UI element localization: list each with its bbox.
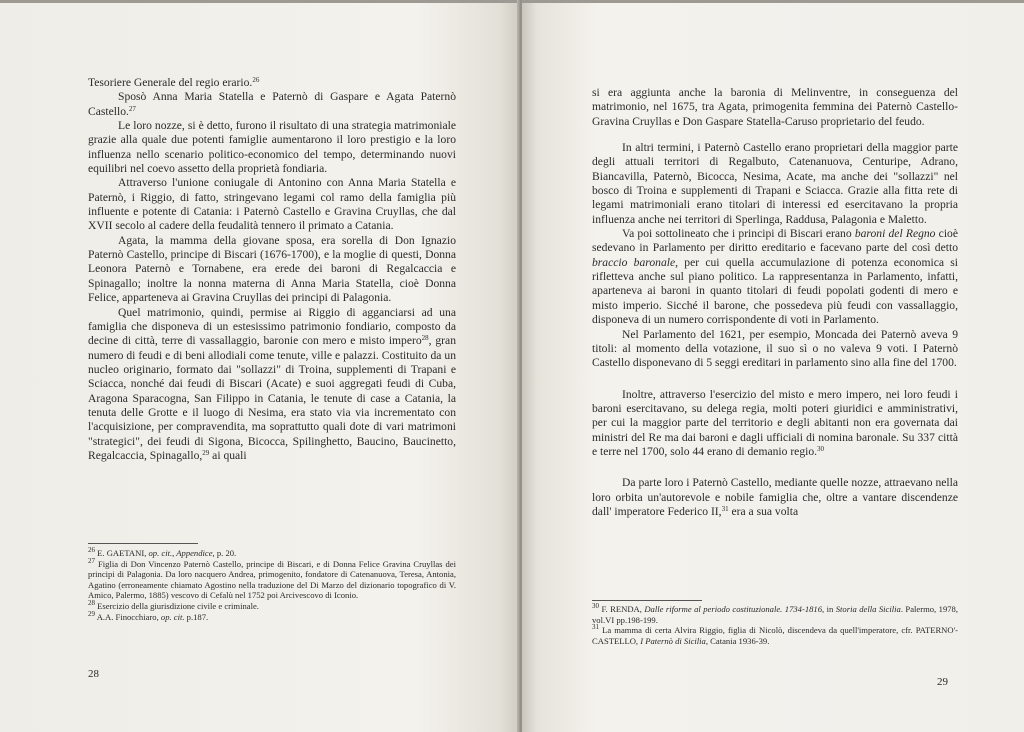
- footnote-ref: 31: [721, 504, 729, 513]
- page-number: 29: [937, 676, 948, 688]
- paragraph: Sposò Anna Maria Statella e Paternò di Gaspare e Agata Paternò Castello.$^{27}$: [88, 90, 456, 118]
- footnote-ref: 29: [202, 448, 210, 457]
- paragraph: si era aggiunta anche la baronia di Melinventre, in conseguenza del matrimonio, nel 1675, tra Agata, primogenita femmina dei Paternò Castello-Gravina Cruyllas e Don Gaspare Statella-Caruso proprietario del feudo.: [592, 86, 958, 128]
- footnote-rule: [592, 600, 702, 601]
- paragraph: Agata, la mamma della giovane sposa, era sorella di Don Ignazio Paternò Castello, principe di Biscari (1676-1700), e la moglie di questi, Donna Leonora Paternò e Tornabene, era erede dei baroni di Regalcaccia e Spinagallo; inoltre la nonna materna di Anna Maria Statella, cioè Donna Felice, apparteneva ai Gravina Cruyllas dei principi di Palagonia.: [88, 233, 456, 305]
- footnote: $^{30}$ F. RENDA, Dalle riforme al periodo costituzionale. 1734-1816, in Storia della Sicilia. Palermo, 1978, vol.VI pp.198-199.: [592, 602, 958, 625]
- paragraph: Le loro nozze, si è detto, furono il risultato di una strategia matrimoniale grazie alla quale due potenti famiglie aumentarono il loro prestigio e la loro influenza nello scenario politico-economico del tempo, determinando nuovi equilibri nel coevo assetto della proprietà fondiaria.: [88, 119, 456, 176]
- paragraph: Tesoriere Generale del regio erario.$^{26}$: [88, 76, 260, 89]
- footnote-ref: 30: [817, 444, 825, 453]
- footnote-ref: 26: [252, 76, 260, 84]
- right-footnotes: [592, 604, 958, 646]
- paragraph: Attraverso l'unione coniugale di Antonino con Anna Maria Statella e Paternò, i Riggio, di fatto, stringevano legami col ramo della famiglia più influente e potente di Catania: i Paternò Castello e Gravina Cruyllas, che dal XVII secolo al cadere della feudalità tennero il primato a Catania.: [88, 176, 456, 233]
- paragraph: Va poi sottolineato che i principi di Biscari erano baroni del Regno cioè sedevano in Parlamento per diritto ereditario e facevano parte del così detto braccio baronale, per cui quella accumulazione di potenza economica si rifletteva anche sul piano politico. La rappresentanza in Parlamento, infatti, aparteneva ai baroni in quanto titolari di feudi popolati godenti di mero e misto imperio. Sicché il barone, che possedeva più feudi con vassallaggio, disponeva di un numero corrispondente di voti in Parlamento.: [592, 227, 959, 327]
- footnote: $^{28}$ Esercizio della giurisdizione civile e criminale.: [88, 598, 259, 611]
- left-footnotes: [88, 548, 456, 622]
- footnote-ref: 28: [421, 334, 429, 343]
- paragraph: Nel Parlamento del 1621, per esempio, Moncada dei Paternò aveva 9 titoli: al momento della votazione, il suo sì o no valeva 9 voti. I Paternò Castello disponevano di 5 seggi ereditari in parlamento sino alla fine del 1700.: [592, 327, 958, 370]
- paragraph: In altri termini, i Paternò Castello erano proprietari della maggior parte degli attuali territori di Regalbuto, Catenanuova, Centuripe, Adrano, Biancavilla, Paternò, Bicocca, Nesima, Acate, ma anche dei "sollazzi" nel bosco di Troina e supplementi di Trapani e Sciacca. Grazie alla fitta rete di legami matrimoniali erano titolari di interessi ed esercitavano la propria influenza anche nei territori di Sperlinga, Raddusa, Palagonia e Maletto.: [592, 141, 958, 226]
- paragraph: Inoltre, attraverso l'esercizio del misto e mero impero, nei loro feudi i baroni esercitavano, su delega regia, molti poteri giuridici e amministrativi, per cui la maggior parte del territorio e degli abitanti non era governata dai ministri del Re ma dai baroni e dagli ufficiali di nomina baronale. Su 337 città e terre nel 1700, solo 44 erano di demanio regio.$^{30}$: [592, 387, 958, 458]
- top-edge: [522, 0, 1024, 3]
- top-edge: [0, 0, 520, 3]
- footnote: $^{29}$ A.A. Finocchiaro, op. cit. p.187.: [88, 609, 209, 622]
- footnote-rule: [88, 543, 198, 544]
- footnote-ref: 27: [128, 104, 136, 113]
- footnote: $^{31}$ La mamma di certa Alvira Riggio, figlia di Nicolò, discendeva da quell'imperatore, cfr. PATERNO'-CASTELLO, I Paternò di Sicilia, Catania 1936-39.: [592, 623, 958, 646]
- right-body-text: [592, 86, 958, 519]
- paragraph: Da parte loro i Paternò Castello, mediante quelle nozze, attraevano nella loro orbita un'autorevole e nobile famiglia che, oltre a vantare discendenze dall' imperatore Federico II,$^{31}$ era a sua volta: [592, 476, 958, 518]
- left-body-text: [88, 76, 456, 463]
- paragraph: Quel matrimonio, quindi, permise ai Riggio di agganciarsi ad una famiglia che disponeva di un estesissimo patrimonio fondiario, composto da decine di città, terre di vassallaggio, baronie con mero e misto impero$^{28}$, gran numero di feudi e di beni allodiali come tenute, ville e palazzi. Costituito da un nucleo originario, formato dai "sollazzi" di Troina, supplementi di Trapani e Sciacca, nonché dai feudi di Biscari (Acate) e suoi aggregati feudi di Cuba, Aragona Sparacogna, San Filippo in Catania, le tenute di case a Catania, la tenuta delle Grotte e il luogo di Nesima, era stato via via incrementato con l'acquisizione, per compravendita, ma soprattutto quali dote di vari matrimoni "strategici", dei feudi di Sigona, Bicocca, Spilinghetto, Baucino, Baucinetto, Regalcaccia, Spinagallo,$^{29}$ ai quali: [88, 305, 456, 462]
- footnote: $^{27}$ Figlia di Don Vincenzo Paternò Castello, principe di Biscari, e di Donna Felice Gravina Cruyllas dei principi di Palagonia. Da loro nacquero Andrea, primogenito, fondatore di Catenanuova, Teresa, Antonia, Agatino (erroneamente chiamato Agostino nella traduzione del Di Marzo del dizionario topografico di V. Amico, Palermo, 1885) vescovo di Cefalù nel 1752 poi Arcivescovo di Iconio.: [88, 556, 456, 601]
- page-number: 28: [88, 668, 99, 680]
- footnote: $^{26}$ E. GAETANI, op. cit., Appendice, p. 20.: [88, 546, 237, 558]
